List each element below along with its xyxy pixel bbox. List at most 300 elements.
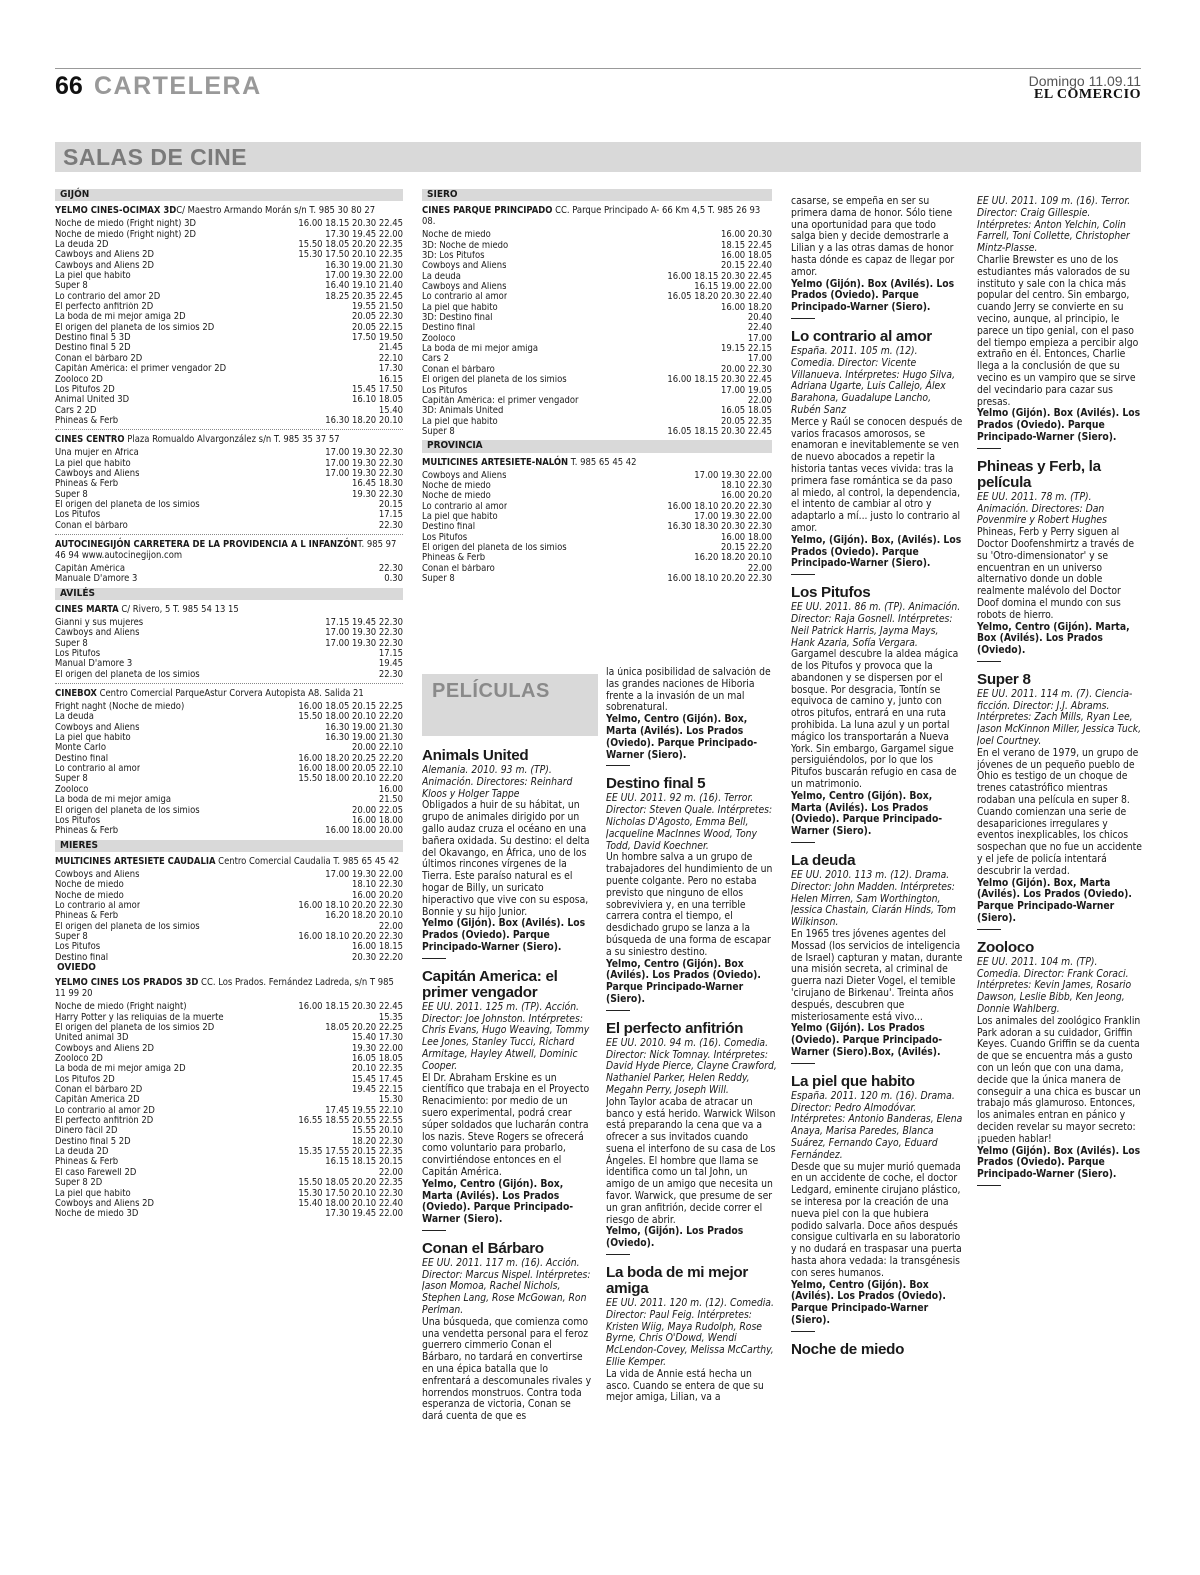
showtime-row [55, 1033, 403, 1043]
showtimes: 20.00 22.05 [352, 804, 403, 816]
film-review-title: La boda de mi mejor amiga [606, 1264, 748, 1298]
film-credits: EE UU. 2011. 114 m. (7). Ciencia-ficción. Director: J.J. Abrams. Intérpretes: Zach Mills, Ryan Lee, Jason McKinnon Miller, Jessica Tuck, Joel Courtney. [977, 687, 1142, 748]
cinema-heading [422, 457, 772, 468]
page-number: 66 [55, 72, 83, 100]
showtime-row [422, 375, 772, 385]
film-title: Super 8 [422, 574, 455, 584]
showtime-row [55, 639, 403, 649]
film-title: Zooloco 2D [55, 374, 103, 385]
review-end-rule [977, 661, 1001, 662]
showtimes: 17.00 19.30 22.30 [325, 447, 403, 459]
film-title: La boda de mi mejor amiga [422, 344, 539, 355]
showtimes: 17.00 19.30 22.30 [325, 457, 403, 469]
film-review [606, 667, 778, 766]
film-title: Cawboys and Aliens [55, 628, 140, 639]
showtimes: 16.45 18.30 [352, 478, 403, 490]
peliculas-banner [422, 674, 598, 736]
film-venues: Yelmo, (Gijón). Box, (Avilés). Los Prados (Oviedo). Parque Principado-Warner (Siero). [791, 533, 962, 570]
film-title: Noche de miedo 3D [55, 1209, 139, 1220]
film-review-title: Los Pitufos [791, 584, 871, 602]
film-review [977, 940, 1143, 1186]
showtimes: 16.05 18.15 20.30 22.45 [667, 425, 772, 437]
review-continued: la única posibilidad de salvación de las grandes naciones de Hiboria frente a la invasión de un mal sobrenatural. [606, 667, 771, 714]
showtimes: 16.10 18.05 [352, 394, 403, 406]
film-title: Noche de miedo [55, 890, 124, 901]
showtimes: 15.35 [378, 1011, 403, 1023]
showtimes: 17.00 19.30 22.00 [325, 270, 403, 282]
showtimes: 16.30 19.00 21.30 [325, 259, 403, 271]
film-review [977, 459, 1143, 662]
showtimes: 16.00 18.00 [352, 814, 403, 826]
showtimes: 20.05 22.15 [352, 321, 403, 333]
film-credits: EE UU. 2010. 94 m. (16). Comedia. Director: Nick Tomnay. Intérpretes: David Hyde Pierce, Clayne Crawford, Nathaniel Parker, Helen Reddy, Megahn Perry, Joseph Will. [606, 1036, 777, 1096]
showtime-row [55, 448, 403, 458]
showtimes: 19.45 [378, 658, 403, 670]
film-title: El origen del planeta de los simios [422, 542, 567, 553]
showtime-row [422, 481, 772, 491]
region-heading: OVIEDO [57, 961, 96, 973]
showtimes: 15.55 20.10 [352, 1125, 403, 1137]
showtimes: 15.50 18.00 20.10 22.20 [298, 711, 403, 723]
film-title: Destino final [422, 522, 476, 533]
film-title: Cowboys and Aliens [422, 261, 507, 272]
showtime-row [422, 396, 772, 406]
cinema-name: AUTOCINEGIJÓN CARRETERA DE LA PROVIDENCIA A L INFANZÓN [55, 538, 358, 550]
reviews-column-3 [791, 196, 963, 1548]
showtimes: 16.05 18.20 20.30 22.40 [667, 291, 772, 303]
showtime-row [55, 795, 403, 805]
film-credits: EE UU. 2011. 109 m. (16). Terror. Director: Craig Gillespie. Intérpretes: Anton Yelchin, Colin Farrell, Toni Collette, Christopher Mintz-Plasse. [977, 196, 1131, 255]
showtimes: 17.00 [747, 353, 772, 365]
film-title: Phineas & Ferb [55, 911, 119, 922]
film-title: Fright naght (Noche de miedo) [55, 702, 185, 713]
cinema-name: CINES MARTA [55, 604, 119, 615]
showtimes: 15.30 17.50 20.10 22.30 [298, 1187, 403, 1199]
cinema-heading [55, 856, 403, 867]
section-title: CARTELERA [94, 72, 262, 100]
film-credits: Alemania. 2010. 93 m. (TP). Animación. Directores: Reinhard Kloos y Holger Tappe [422, 764, 573, 800]
showtimes: 20.30 22.20 [352, 951, 403, 963]
header-rule [55, 68, 1141, 69]
showtimes: 15.45 17.45 [352, 1073, 403, 1085]
film-synopsis: El Dr. Abraham Erskine es un científico que trabaja en el Proyecto Renacimiento: por medio de un suero experimental, podrá crear súper soldados que lucharán contra los nazis. Steve Rogers se ofrecerá como voluntario para probarlo, convirtiéndose entonces en el Capitán América. [422, 1071, 590, 1178]
film-title: Cawboys and Aliens [422, 282, 507, 293]
film-title: Phineas & Ferb [55, 1157, 119, 1168]
film-credits: EE UU. 2011. 92 m. (16). Terror. Director: Steven Quale. Intérpretes: Nicholas D'Agosto, Emma Bell, Jacqueline MacInnes Wood, Tony Todd, David Koechner. [606, 792, 773, 852]
film-review-title: Zooloco [977, 938, 1034, 956]
showtimes: 16.00 18.10 20.20 22.30 [298, 930, 403, 942]
cinema-address: T. 985 65 45 42 [568, 456, 637, 468]
film-title: La boda de mi mejor amiga 2D [55, 312, 186, 323]
salas-de-cine-banner [55, 142, 1141, 172]
film-title: La deuda [422, 271, 461, 282]
showtimes-list [422, 471, 772, 585]
showtime-row [55, 364, 403, 374]
showtimes: 22.00 [378, 1166, 403, 1178]
showtime-row [55, 953, 403, 963]
showtime-row [55, 1023, 403, 1033]
cinema-heading [55, 434, 403, 445]
showtime-row [55, 343, 403, 353]
showtimes: 19.30 22.30 [352, 488, 403, 500]
divider [55, 683, 403, 684]
showtimes: 15.40 18.00 20.10 22.40 [298, 1197, 403, 1209]
film-synopsis: En 1965 tres jóvenes agentes del Mossad (los servicios de inteligencia de Israel) capturan y matan, durante una misión secreta, al criminal de guerra nazi Dieter Vogel, el temible 'cirujano de Birkenau'. Treinta años después, descubren que misteriosamente está vivo... [791, 928, 963, 1023]
film-synopsis: Obligados a huir de su hábitat, un grupo de animales dirigido por un gallo audaz cruza el océano en una bañera oxidada. Su destino: el delta del Okavango, en África, uno de los últimos rincones vírgenes de la Tierra. Este paraíso natural es el hogar de Billy, un suricato hiperactivo que vive con su esposa, Bonnie y su hijo Junior. [422, 799, 590, 918]
film-title: La boda de mi mejor amiga 2D [55, 1064, 186, 1075]
showtimes: 19.15 22.15 [721, 343, 772, 355]
cinema-name: CINES CENTRO [55, 434, 125, 446]
film-synopsis: Un hombre salva a un grupo de trabajadores del hundimiento de un puente colgante. Pero no estaba previsto que ninguno de ellos sobreviviera y, en una terrible carrera contra el tiempo, el desdichado grupo se lanza a la búsqueda de una forma de escapar a su siniestro destino. [606, 851, 773, 958]
film-credits: EE UU. 2011. 120 m. (12). Comedia. Director: Paul Feig. Intérpretes: Kristen Wiig, Maya Rudolph, Rose Byrne, Chris O'Dowd, Wendi McLendon-Covey, Melissa McCarthy, Ellie Kemper. [606, 1297, 774, 1369]
showtimes-list [55, 618, 403, 680]
showtime-row [55, 375, 403, 385]
film-title: La piel que habito [55, 458, 131, 469]
showtimes: 15.35 17.55 20.15 22.35 [298, 1146, 403, 1158]
film-title: Lo contrario al amor 2D [55, 1105, 155, 1116]
showtimes: 16.00 [378, 783, 403, 795]
cinema-address: Centro Comercial Caudalia T. 985 65 45 42 [215, 855, 400, 867]
film-title: Manuale D'amore 3 [55, 574, 138, 585]
showtimes: 16.00 18.10 20.20 22.30 [667, 500, 772, 512]
showtime-row [55, 479, 403, 489]
film-title: Manual D'amore 3 [55, 659, 133, 670]
showtimes: 21.45 [378, 342, 403, 354]
showtime-row [422, 522, 772, 532]
showtimes: 17.50 19.50 [352, 332, 403, 344]
showtimes: 16.00 18.15 [352, 941, 403, 953]
film-credits: EE UU. 2010. 113 m. (12). Drama. Director: John Madden. Intérpretes: Helen Mirren, Sam Worthington, Jessica Chastain, Ciarán Hinds, Tom Wilkinson. [791, 869, 956, 929]
showtimes: 16.00 18.05 20.15 22.25 [298, 701, 403, 713]
showtime-row [55, 1126, 403, 1136]
showtimes: 16.00 18.05 [721, 250, 772, 262]
film-synopsis: Gargamel descubre la aldea mágica de los Pitufos y provoca que la abandonen y se dispersen por el bosque. Por desgracia, Tontín se equivoca de camino y, junto con otros pitufos, entrará en una ruta prohibida. La luna azul y un portal mágico los transportarán a Nueva York. Sin embargo, Gargamel sigue persiguiéndolos, por lo que los Pitufos buscarán refugio en casa de un matrimonio. [791, 648, 959, 791]
showtimes: 15.30 17.50 20.10 22.35 [298, 249, 403, 261]
showtime-row [55, 469, 403, 479]
cinema-name: MULTICINES ARTESIETE-NALÓN [422, 456, 569, 468]
film-title: Los Pitufos 2D [55, 1074, 115, 1085]
film-title: Zooloco [55, 784, 89, 795]
showtime-row [55, 932, 403, 942]
showtimes-list [55, 448, 403, 531]
film-title: Los Pitufos [422, 385, 468, 396]
film-title: La deuda 2D [55, 1147, 109, 1158]
film-venues: Yelmo (Gijón). Box (Avilés). Los Prados (Oviedo). Parque Principado-Warner (Siero). [977, 407, 1141, 443]
film-title: Phineas & Ferb [422, 553, 486, 564]
showtime-row [55, 416, 403, 426]
film-venues: Yelmo (Gijón). Box (Avilés). Los Prados (Oviedo). Parque Principado-Warner (Siero). [977, 1144, 1141, 1181]
film-review-title: Noche de miedo [791, 1340, 905, 1358]
film-synopsis: La vida de Annie está hecha un asco. Cuando se entera de que su mejor amiga, Lilian, va a [606, 1367, 764, 1404]
film-title: El origen del planeta de los simios [55, 921, 200, 932]
showtimes: 19.55 21.50 [352, 301, 403, 313]
showtimes: 15.45 17.50 [352, 383, 403, 395]
region-heading: SIERO [422, 189, 772, 201]
showtime-row [55, 1178, 403, 1188]
film-title: Los Pitufos [55, 510, 101, 521]
showtimes: 16.00 18.15 20.30 22.45 [298, 1001, 403, 1013]
cinema-name: CINEBOX [55, 688, 97, 700]
film-review [422, 1241, 592, 1423]
film-title: El origen del planeta de los simios 2D [55, 322, 215, 333]
film-venues: Yelmo (Gijón). Los Prados (Oviedo). Parque Principado-Warner (Siero).Box, (Avilés). [791, 1022, 943, 1058]
showtime-row [55, 670, 403, 680]
showtime-row [55, 1085, 403, 1095]
showtime-row [55, 1002, 403, 1012]
showtimes: 15.50 18.00 20.10 22.20 [298, 773, 403, 785]
film-title: Super 8 2D [55, 1178, 103, 1189]
film-review-title: El perfecto anfitrión [606, 1019, 744, 1037]
film-synopsis: John Taylor acaba de atracar un banco y está herido. Warwick Wilson está preparando la cena que va a ofrecer a sus invitados cuando suena el interfono de su casa de Los Ángeles. El hombre que llama se identifica como un tal John, un amigo de un amigo que necesita un favor. Warwick, que presume de ser un gran anfitrión, decide correr el riesgo de abrir. [606, 1095, 776, 1226]
film-title: La piel que habito [422, 416, 498, 427]
film-title: Los Pitufos [55, 815, 101, 826]
film-synopsis: Desde que su mujer murió quemada en un accidente de coche, el doctor Ledgard, eminente cirujano plástico, se interesa por la creación de una nueva piel con la que hubiera podido salvarla. Doce años después consigue cultivarla en su laboratorio y no dudará en traspasar una puerta hasta ahora vedada: la transgénesis con seres humanos. [791, 1160, 962, 1279]
showtimes: 20.40 [747, 312, 772, 324]
film-title: Dinero fácil 2D [55, 1126, 118, 1137]
cinema-heading [55, 539, 403, 561]
film-title: Lo contrario del amor 2D [55, 291, 161, 302]
showtime-row [55, 333, 403, 343]
film-title: Super 8 [422, 426, 455, 437]
showtime-row [55, 785, 403, 795]
showtime-row [55, 826, 403, 836]
film-credits: España. 2011. 105 m. (12). Comedia. Director: Vicente Villanueva. Intérpretes: Hugo Silva, Adriana Ugarte, Luis Callejo, Álex Barahona, Guadalupe Lancho, Rubén Sanz [791, 344, 956, 416]
film-title: Cars 2 2D [55, 405, 97, 416]
showtime-row [422, 386, 772, 396]
region-heading: AVILÉS [55, 588, 403, 600]
film-title: 3D: Destino final [422, 313, 493, 324]
film-venues: Yelmo, Centro (Gijón). Box, Marta (Avilés). Los Prados (Oviedo). Parque Principado-Warner (Siero). [791, 789, 943, 838]
showtimes: 22.30 [378, 668, 403, 680]
film-title: La piel que habito [55, 733, 131, 744]
showtimes: 17.00 19.30 22.00 [694, 469, 772, 481]
showtimes: 17.15 19.45 22.30 [325, 617, 403, 628]
showtime-row [55, 302, 403, 312]
reviews-column-2 [606, 667, 778, 1547]
showtimes-list [422, 230, 772, 437]
showtimes: 16.20 18.20 20.10 [694, 552, 772, 564]
film-title: Phineas & Ferb [55, 415, 119, 426]
review-continued: casarse, se empeña en ser su primera dama de honor. Sólo tiene una oportunidad para que todo salga bien y decide demostrarle a Lilian y a las otras damas de honor hasta dónde es capaz de llegar por amor. [791, 196, 955, 278]
film-title: Cowboys and Aliens [55, 869, 140, 880]
showtimes: 15.50 18.05 20.20 22.35 [298, 239, 403, 251]
film-credits: EE UU. 2011. 117 m. (16). Acción. Director: Marcus Nispel. Intérpretes: Jason Momoa, Rachel Nichols, Stephen Lang, Rose McGowan, Ron Perlman. [422, 1256, 591, 1317]
film-title: Lo contrario al amor [55, 764, 141, 775]
showtimes: 17.45 19.55 22.10 [325, 1104, 403, 1116]
showtimes: 22.10 [378, 352, 403, 364]
film-title: El origen del planeta de los simios [55, 499, 200, 510]
showtime-row [55, 510, 403, 520]
showtimes: 20.15 22.20 [721, 541, 772, 553]
film-title: Monte Carlo [55, 743, 106, 754]
showtimes: 16.00 18.10 20.20 22.30 [298, 899, 403, 911]
cinema-name: YELMO CINES LOS PRADOS 3D [55, 977, 199, 989]
film-review [791, 853, 963, 1064]
showtimes: 18.10 22.30 [352, 879, 403, 891]
film-title: Phineas & Ferb [55, 479, 119, 490]
showtimes: 20.05 22.35 [721, 415, 772, 427]
showtime-row [55, 564, 403, 574]
film-title: Los Pitufos [422, 532, 468, 543]
cinema-heading [55, 604, 403, 615]
region-heading: PROVINCIA [422, 440, 772, 452]
review-end-rule [791, 574, 815, 575]
showtimes: 18.20 22.30 [352, 1135, 403, 1147]
showtimes: 16.00 20.20 [352, 889, 403, 901]
film-review [422, 969, 592, 1231]
showtimes: 22.30 [378, 562, 403, 574]
film-title: Cowboys and Aliens [422, 470, 507, 481]
film-synopsis: Merce y Raúl se conocen después de varios fracasos amorosos, se enamoran e inevitablemente se ven de nuevo abocados a repetir la historia tantas veces vivida: tras la primera fase romántica se da paso al miedo, al control, la dependencia, el intento de cambiar al otro y adaptarlo a mí... justo lo contrario al amor. [791, 415, 963, 534]
film-review [606, 1265, 778, 1404]
showtime-row [422, 251, 772, 261]
film-venues: Yelmo, Centro (Gijón). Marta, Box (Avilés). Los Prados (Oviedo). [977, 620, 1130, 657]
showtimes: 16.20 18.20 20.10 [325, 910, 403, 922]
film-title: Conan el bárbaro [55, 520, 128, 531]
cinema-address: C/ Rivero, 5 T. 985 54 13 15 [118, 604, 239, 615]
showtimes: 17.00 19.30 22.30 [325, 467, 403, 479]
film-title: Zooloco [422, 333, 456, 344]
showtimes: 17.00 19.30 22.30 [325, 627, 403, 639]
showtimes: 20.15 22.40 [721, 260, 772, 272]
film-title: Los Pitufos 2D [55, 384, 115, 395]
review-end-rule [791, 318, 815, 319]
showtimes: 20.10 22.35 [352, 1063, 403, 1075]
showtime-row [422, 344, 772, 354]
showtimes: 22.40 [747, 322, 772, 334]
film-title: El origen del planeta de los simios [422, 375, 567, 386]
showtimes: 15.40 [378, 404, 403, 416]
film-credits: EE UU. 2011. 86 m. (TP). Animación. Director: Raja Gosnell. Intérpretes: Neil Patrick Harris, Jayma Mays, Hank Azaria, Sofía Vergara. [791, 601, 961, 649]
film-title: Lo contrario al amor [55, 900, 141, 911]
showtime-row [422, 292, 772, 302]
film-title: Cowboys and Aliens 2D [55, 1043, 155, 1054]
showtime-row [422, 471, 772, 481]
listings-column-right [422, 186, 772, 672]
reviews-column-4 [977, 196, 1143, 1548]
film-review [791, 196, 963, 319]
showtimes: 17.30 19.45 22.00 [325, 1208, 403, 1220]
film-review-title: Conan el Bárbaro [422, 1239, 544, 1257]
film-title: Cars 2 [422, 354, 449, 365]
film-title: Lo contrario al amor [422, 501, 508, 512]
film-title: United animal 3D [55, 1033, 129, 1044]
film-review [977, 196, 1143, 449]
cinema-heading [55, 205, 403, 216]
cinema-address: C/ Maestro Armando Morán s/n T. 985 30 80 27 [176, 205, 376, 217]
film-title: Animal United 3D [55, 395, 130, 406]
showtime-row [55, 911, 403, 921]
showtimes: 17.00 19.05 [721, 384, 772, 396]
film-venues: Yelmo, (Gijón). Los Prados (Oviedo). [606, 1225, 744, 1250]
cinema-name: YELMO CINES-OCIMAX 3D [55, 205, 177, 217]
film-title: Super 8 [55, 489, 88, 500]
film-title: Capitán America 2D [55, 1095, 140, 1106]
showtimes: 17.15 [378, 648, 403, 660]
film-title: Destino final [55, 753, 109, 764]
showtime-row [422, 230, 772, 240]
divider [55, 429, 403, 430]
showtimes: 18.05 20.20 22.25 [325, 1022, 403, 1033]
showtimes: 15.40 17.30 [352, 1032, 403, 1044]
showtimes: 16.15 19.00 22.00 [694, 281, 772, 293]
film-review-title: Destino final 5 [606, 775, 706, 793]
film-credits: España. 2011. 120 m. (16). Drama. Director: Pedro Almodóvar. Intérpretes: Antonio Banderas, Elena Anaya, Marisa Paredes, Blanca Suárez, Fernando Cayo, Eduard Fernández. [791, 1089, 963, 1161]
showtimes: 16.00 18.10 20.20 22.30 [667, 573, 772, 584]
film-venues: Yelmo, Centro (Gijón). Box, Marta (Avilés). Los Prados (Oviedo). Parque Principado-Warner (Siero). [422, 1177, 574, 1226]
film-synopsis: Los animales del zoológico Franklin Park adoran a su cuidador, Griffin Keyes. Cuando Griffin se da cuenta de que se encuentra más a gusto con un león que con una dama, decide que la única manera de conseguir a una chica es buscar un trabajo más glamuroso. Entonces, los animales entran en pánico y deciden revelar su mayor secreto: ¡pueden hablar! [977, 1014, 1141, 1145]
film-title: Conan el bárbaro [422, 364, 495, 375]
showtime-row [55, 395, 403, 405]
showtime-row [422, 553, 772, 563]
film-title: Super 8 [55, 774, 88, 785]
showtimes: 17.30 [378, 363, 403, 375]
film-title: Capitán América [55, 563, 126, 574]
showtimes: 17.00 [747, 332, 772, 344]
divider [55, 534, 403, 535]
showtime-row [422, 574, 772, 584]
film-title: 3D: Noche de miedo [422, 240, 509, 251]
showtime-row [422, 241, 772, 251]
showtime-row [55, 1044, 403, 1054]
showtimes: 16.00 18.20 20.25 22.20 [298, 752, 403, 764]
film-venues: Yelmo, Centro (Gijón). Box, Marta (Avilés). Los Prados (Oviedo). Parque Principado-Warner (Siero). [606, 713, 758, 761]
showtime-row [55, 942, 403, 952]
cinema-address: CC. Los Prados. Fernández Ladreda, s/n T 985 11 99 20 [55, 977, 394, 1000]
showtime-row [55, 1054, 403, 1064]
film-title: Noche de miedo (Fright naight) [55, 1002, 187, 1013]
film-title: Cawboys and Aliens 2D [55, 260, 155, 271]
film-review [791, 329, 963, 575]
showtime-row [55, 870, 403, 880]
showtimes: 15.30 [378, 1094, 403, 1106]
film-review-title: La piel que habito [791, 1072, 915, 1090]
film-title: Super 8 [55, 638, 88, 649]
peliculas-title: PELÍCULAS [432, 680, 550, 702]
showtime-row [55, 292, 403, 302]
film-title: La piel que habito [422, 511, 498, 522]
showtimes: 16.40 19.10 21.40 [325, 280, 403, 292]
showtime-row [55, 1075, 403, 1085]
film-title: Cawboys and Aliens [55, 468, 140, 479]
film-review-title: Capitán America: el primer vengador [422, 967, 558, 1001]
showtimes: 15.50 18.05 20.20 22.35 [298, 1177, 403, 1189]
film-title: La piel que habito [422, 302, 498, 313]
showtimes: 22.00 [747, 562, 772, 574]
showtimes: 17.15 [378, 509, 403, 521]
salas-de-cine-title: SALAS DE CINE [63, 144, 248, 170]
showtime-row [55, 500, 403, 510]
showtime-row [55, 354, 403, 364]
region-heading: MIERES [55, 840, 403, 852]
film-title: Noche de miedo (Fright night) 2D [55, 229, 196, 240]
review-end-rule [606, 1010, 630, 1011]
film-title: Noche de miedo [422, 230, 491, 241]
showtimes: 19.45 22.15 [352, 1084, 403, 1096]
review-end-rule [791, 1063, 815, 1064]
film-title: Los Pitufos [55, 942, 101, 953]
showtimes: 20.00 22.10 [352, 742, 403, 754]
showtime-row [55, 733, 403, 743]
film-title: El caso Farewell 2D [55, 1167, 137, 1178]
film-review [791, 1342, 963, 1358]
film-title: Noche de miedo [55, 880, 124, 891]
showtimes: 16.15 18.15 20.15 [325, 1156, 403, 1168]
showtimes-list [55, 1002, 403, 1219]
film-title: Super 8 [55, 931, 88, 942]
showtime-row [55, 1064, 403, 1074]
showtimes: 16.00 18.20 [721, 301, 772, 313]
